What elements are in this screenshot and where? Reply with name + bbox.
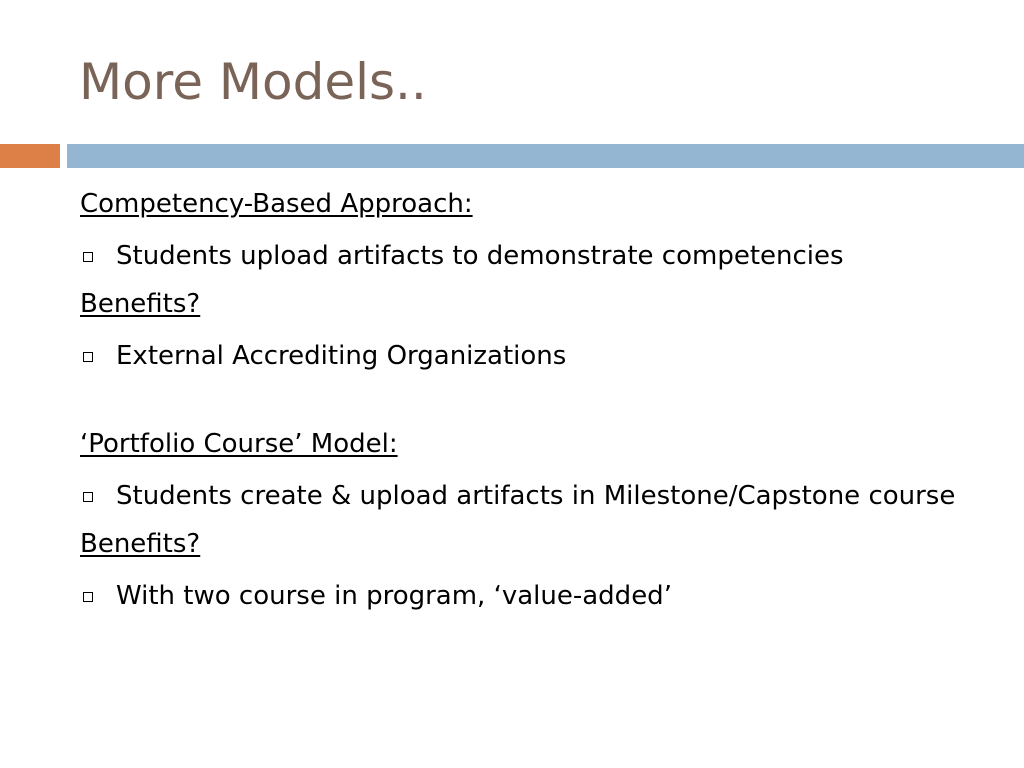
benefits-heading: Benefits? [80,529,201,559]
section-heading-competency: Competency-Based Approach: [80,189,473,219]
bullet-item [80,336,980,376]
bullet-text: External Accrediting Organizations [116,341,567,371]
section-heading-portfolio-course: ‘Portfolio Course’ Model: [80,429,398,459]
bullet-item [80,236,980,276]
accent-bar [0,144,60,168]
slide-title: More Models.. [79,53,427,111]
bullet-item [80,576,980,616]
bullet-item [80,476,980,516]
square-bullet-icon [83,492,93,502]
spacer [80,386,980,426]
square-bullet-icon [83,352,93,362]
benefits-heading: Benefits? [80,289,201,319]
bullet-text: With two course in program, ‘value-added’ [116,581,672,611]
square-bullet-icon [83,252,93,262]
bullet-text: Students create & upload artifacts in Milestone/Capstone course [116,481,956,511]
bullet-text: Students upload artifacts to demonstrate competencies [116,241,844,271]
slide-content [80,186,980,626]
square-bullet-icon [83,592,93,602]
header-bar [67,144,1024,168]
